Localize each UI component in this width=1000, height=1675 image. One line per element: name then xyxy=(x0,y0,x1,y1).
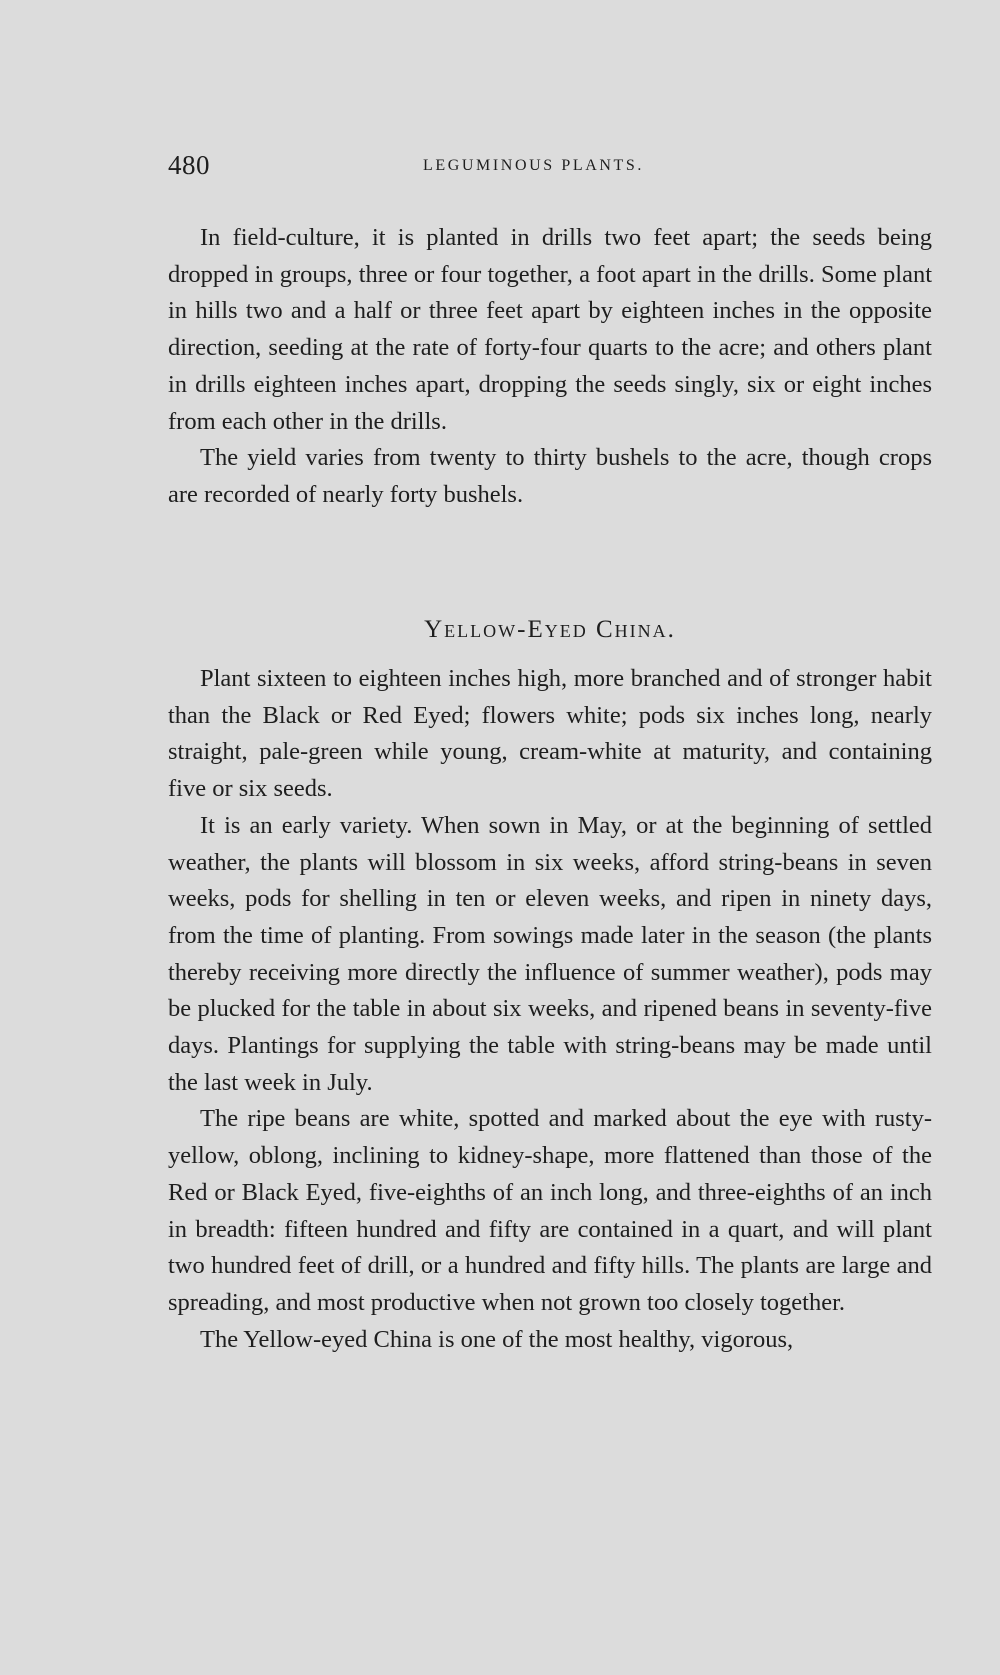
body-paragraph: Plant sixteen to eighteen inches high, more branched and of stronger habit than the Black or Red Eyed; flowers white; pods six inches long, nearly straight, pale-green while young, cream-white at maturity, and containing five or six seeds. xyxy=(168,665,932,803)
section-heading: Yellow-Eyed China. xyxy=(424,616,676,643)
body-paragraph: The Yellow-eyed China is one of the most healthy, vigorous, xyxy=(200,1325,794,1353)
section-text-block xyxy=(168,661,932,1358)
body-paragraph: It is an early variety. When sown in May, or at the beginning of settled weather, the plants will blossom in six weeks, afford string-beans in seven weeks, pods for shelling in ten or eleven weeks, and ripen in ninety days, from the time of planting. From sowings made later in the season (the plants thereby receiving more directly the influence of summer weather), pods may be plucked for the table in about six weeks, and ripened beans in seventy-five days. Plantings for supplying the table with string-beans may be made until the last week in July. xyxy=(168,811,932,1096)
intro-text-block xyxy=(168,220,932,514)
body-paragraph: The yield varies from twenty to thirty bushels to the acre, though crops are recorded of nearly forty bushels. xyxy=(168,444,932,508)
page-number: 480 xyxy=(168,150,210,180)
running-title: LEGUMINOUS PLANTS. xyxy=(423,157,645,174)
running-head xyxy=(168,148,938,182)
body-paragraph: The ripe beans are white, spotted and marked about the eye with rusty-yellow, oblong, inclining to kidney-shape, more flattened than those of the Red or Black Eyed, five-eighths of an inch long, and three-eighths of an inch in breadth: fifteen hundred and fifty are contained in a quart, and will plant two hundred feet of drill, or a hundred and fifty hills. The plants are large and spreading, and most productive when not grown too closely together. xyxy=(168,1105,932,1316)
body-paragraph: In field-culture, it is planted in drills two feet apart; the seeds being dropped in groups, three or four together, a foot apart in the drills. Some plant in hills two and a half or three feet apart by eighteen inches in the opposite direction, seeding at the rate of forty-four quarts to the acre; and others plant in drills eighteen inches apart, dropping the seeds singly, six or eight inches from each other in the drills. xyxy=(168,224,932,435)
